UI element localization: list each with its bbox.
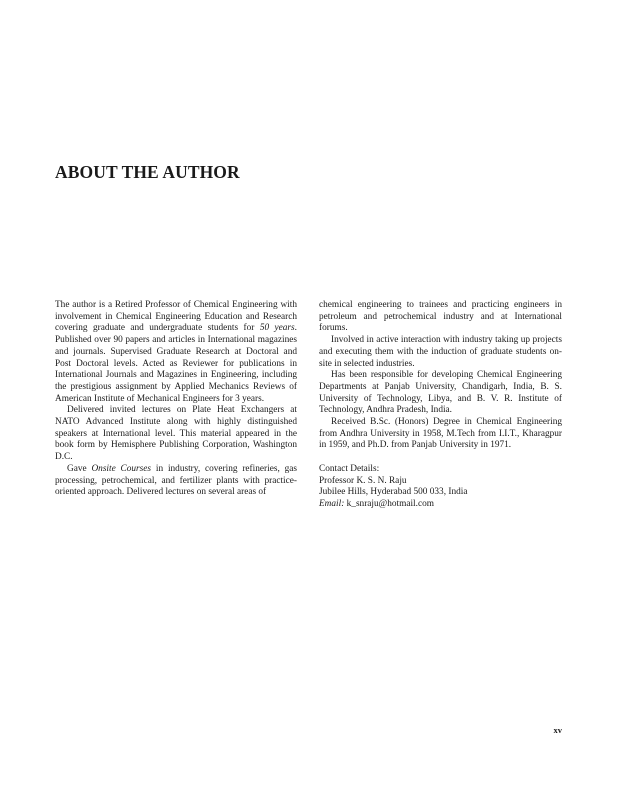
contact-address: Jubilee Hills, Hyderabad 500 033, India — [319, 487, 468, 498]
paragraph-spacer — [319, 452, 562, 464]
contact-email-line — [319, 499, 562, 511]
contact-name: Professor K. S. N. Raju — [319, 475, 407, 486]
right-column — [319, 300, 562, 511]
email-label: Email: — [319, 498, 345, 509]
contact-heading: Contact Details: — [319, 463, 380, 474]
bio-paragraph-1-text-b: . Published over 90 papers and articles in International magazines and journals. Supervised Graduate Research at Doctoral and Post Doctoral levels. Acted as Reviewer for publications in International Journals and Magazines in Engineering, including the prestigious assignment by Applied Mechanics Reviews of American Institute of Mechanical Engineers for 3 years. — [55, 323, 297, 404]
bio-paragraph-3-text-a: Gave — [67, 463, 92, 474]
bio-paragraph-3-text-b: in industry, covering refineries, gas processing, petrochemical, and fertilizer plants with practice-oriented approach. Delivered lectures on several areas of — [55, 463, 297, 498]
page-title: ABOUT THE AUTHOR — [55, 162, 240, 182]
bio-paragraph-1 — [55, 300, 297, 405]
bio-paragraph-2: Delivered invited lectures on Plate Heat Exchangers at NATO Advanced Institute along with highly distinguished speakers at International level. This material appeared in the book form by Hemisphere Publishing Corporation, Washington D.C. — [55, 405, 297, 463]
contact-details — [319, 464, 562, 511]
bio-paragraph-6: Received B.Sc. (Honors) Degree in Chemical Engineering from Andhra University in 1958, M.Tech from I.I.T., Kharagpur in 1959, and Ph.D. from Panjab University in 1971. — [319, 417, 562, 451]
bio-paragraph-3-continued: chemical engineering to trainees and practicing engineers in petroleum and petrochemical industry and at International forums. — [319, 300, 562, 334]
page-number: xv — [553, 725, 562, 735]
bio-paragraph-1-emphasis: 50 years — [259, 323, 295, 334]
email-address: k_snraju@hotmail.com — [346, 498, 434, 509]
bio-paragraph-4: Involved in active interaction with industry taking up projects and executing them with the induction of graduate students on-site in selected industries. — [319, 335, 562, 369]
bio-paragraph-3 — [55, 464, 297, 499]
bio-paragraph-5: Has been responsible for developing Chemical Engineering Departments at Panjab University, Chandigarh, India, B. S. University of Technology, Libya, and B. V. R. Institute of Technology, Andhra Pradesh, India. — [319, 370, 562, 416]
left-column — [55, 300, 297, 499]
bio-paragraph-1-text-a: The author is a Retired Professor of Chemical Engineering with involvement in Chemical Engineering Education and Research covering graduate and undergraduate students for — [55, 300, 297, 334]
bio-paragraph-3-emphasis: Onsite Courses — [91, 463, 152, 474]
